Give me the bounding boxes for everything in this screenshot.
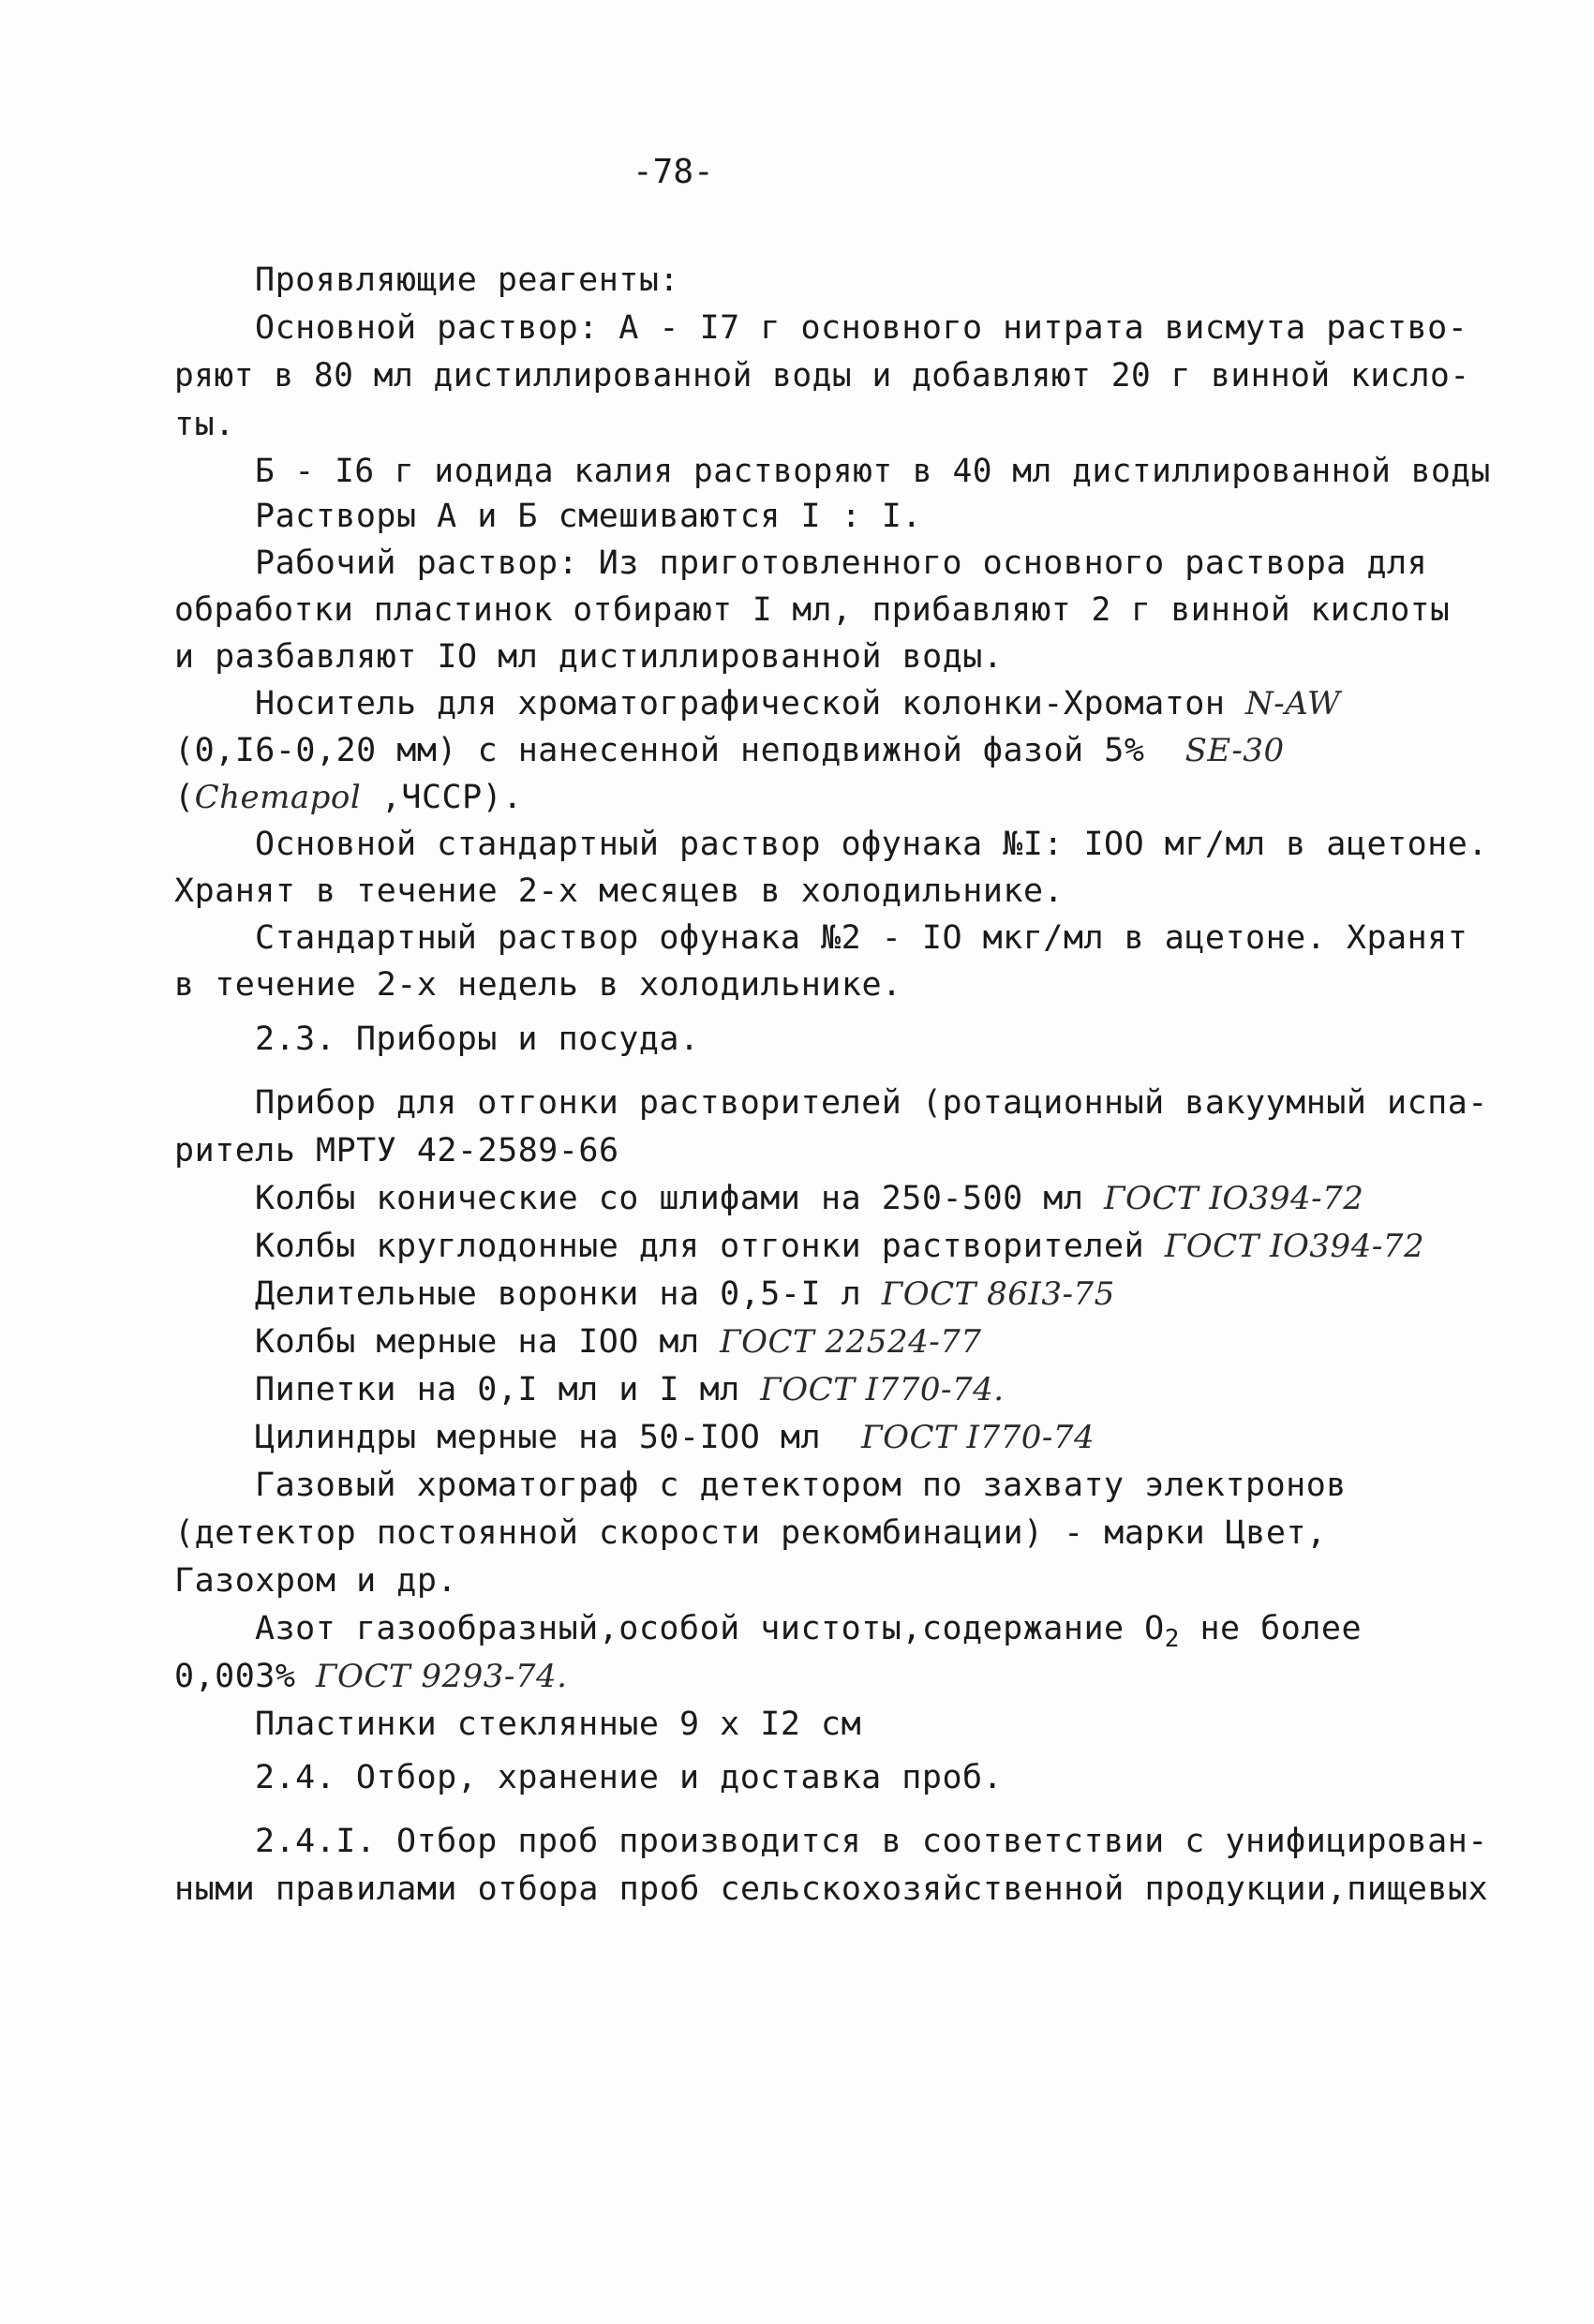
text-line: Колбы мерные на IOO мл ГОСТ 22524-77 xyxy=(255,1323,982,1361)
handwritten-note: N-AW xyxy=(1245,685,1341,723)
text-line: Пипетки на 0,I мл и I мл ГОСТ I770-74. xyxy=(255,1371,1005,1408)
text-line: Пластинки стеклянные 9 х I2 см xyxy=(255,1706,862,1743)
section-heading: 2.4. Отбор, хранение и доставка проб. xyxy=(255,1759,1004,1796)
text-line: (детектор постоянной скорости рекомбинации) - марки Цвет, xyxy=(174,1514,1327,1552)
text-line: ты. xyxy=(174,406,235,443)
text-line: Проявляющие реагенты: xyxy=(255,261,680,299)
text-line: Растворы А и Б смешиваются I : I. xyxy=(255,498,922,535)
text-line: Цилиндры мерные на 50-IOO мл ГОСТ I770-74 xyxy=(255,1419,1095,1456)
handwritten-note: ГОСТ 86I3-75 xyxy=(881,1275,1115,1313)
handwritten-note: ГОСТ I770-74. xyxy=(760,1371,1005,1408)
section-heading: 2.3. Приборы и посуда. xyxy=(255,1020,700,1058)
handwritten-note: ГОСТ I770-74 xyxy=(861,1419,1095,1456)
text-line: (Chemapol ,ЧССР). xyxy=(174,779,523,816)
text-line: Стандартный раствор офунака №2 - IO мкг/мл в ацетоне. Хранят xyxy=(255,919,1468,957)
page-number: -78- xyxy=(633,153,714,191)
text-line: Основной раствор: А - I7 г основного нитрата висмута раство- xyxy=(255,309,1468,347)
text-line: обработки пластинок отбирают I мл, прибавляют 2 г винной кислоты xyxy=(174,591,1451,629)
handwritten-note: ГОСТ IO394-72 xyxy=(1104,1180,1364,1217)
text-line: Основной стандартный раствор офунака №I: IOO мг/мл в ацетоне. xyxy=(255,826,1488,863)
handwritten-note: ГОСТ IO394-72 xyxy=(1164,1228,1425,1265)
handwritten-note: Chemapol xyxy=(194,779,362,816)
text-line: 0,003% ГОСТ 9293-74. xyxy=(174,1658,568,1695)
text-line: и разбавляют IO мл дистиллированной воды. xyxy=(174,638,1004,676)
text-line: Рабочий раствор: Из приготовленного основного раствора для xyxy=(255,544,1428,582)
text-line: (0,I6-0,20 мм) с нанесенной неподвижной фазой 5% SE-30 xyxy=(174,732,1285,769)
text-line: ными правилами отбора проб сельскохозяйственной продукции,пищевых xyxy=(174,1870,1489,1908)
text-line: ритель МРТУ 42-2589-66 xyxy=(174,1132,619,1169)
text-line: Хранят в течение 2-х месяцев в холодильнике. xyxy=(174,872,1065,910)
text-line: Колбы конические со шлифами на 250-500 мл ГОСТ IO394-72 xyxy=(255,1180,1364,1217)
text-line: Прибор для отгонки растворителей (ротационный вакуумный испа- xyxy=(255,1084,1488,1122)
text-line: Делительные воронки на 0,5-I л ГОСТ 86I3-75 xyxy=(255,1275,1115,1313)
handwritten-note: ГОСТ 22524-77 xyxy=(720,1323,982,1361)
text-line: ряют в 80 мл дистиллированной воды и добавляют 20 г винной кисло- xyxy=(174,357,1470,395)
handwritten-note: SE-30 xyxy=(1184,732,1285,769)
text-line: Колбы круглодонные для отгонки растворителей ГОСТ IO394-72 xyxy=(255,1228,1425,1265)
handwritten-note: ГОСТ 9293-74. xyxy=(316,1658,568,1695)
text-line: Газовый хроматограф с детектором по захвату электронов xyxy=(255,1467,1347,1504)
text-line: Носитель для хроматографической колонки-Хроматон N-AW xyxy=(255,685,1341,723)
text-line: Азот газообразный,особой чистоты,содержание $O_2$ не более xyxy=(255,1610,1363,1653)
text-line: Б - I6 г иодида калия растворяют в 40 мл дистиллированной воды xyxy=(255,453,1491,490)
text-line: Газохром и др. xyxy=(174,1562,458,1600)
text-line: 2.4.I. Отбор проб производится в соответствии с унифицирован- xyxy=(255,1823,1488,1860)
text-line: в течение 2-х недель в холодильнике. xyxy=(174,966,902,1004)
